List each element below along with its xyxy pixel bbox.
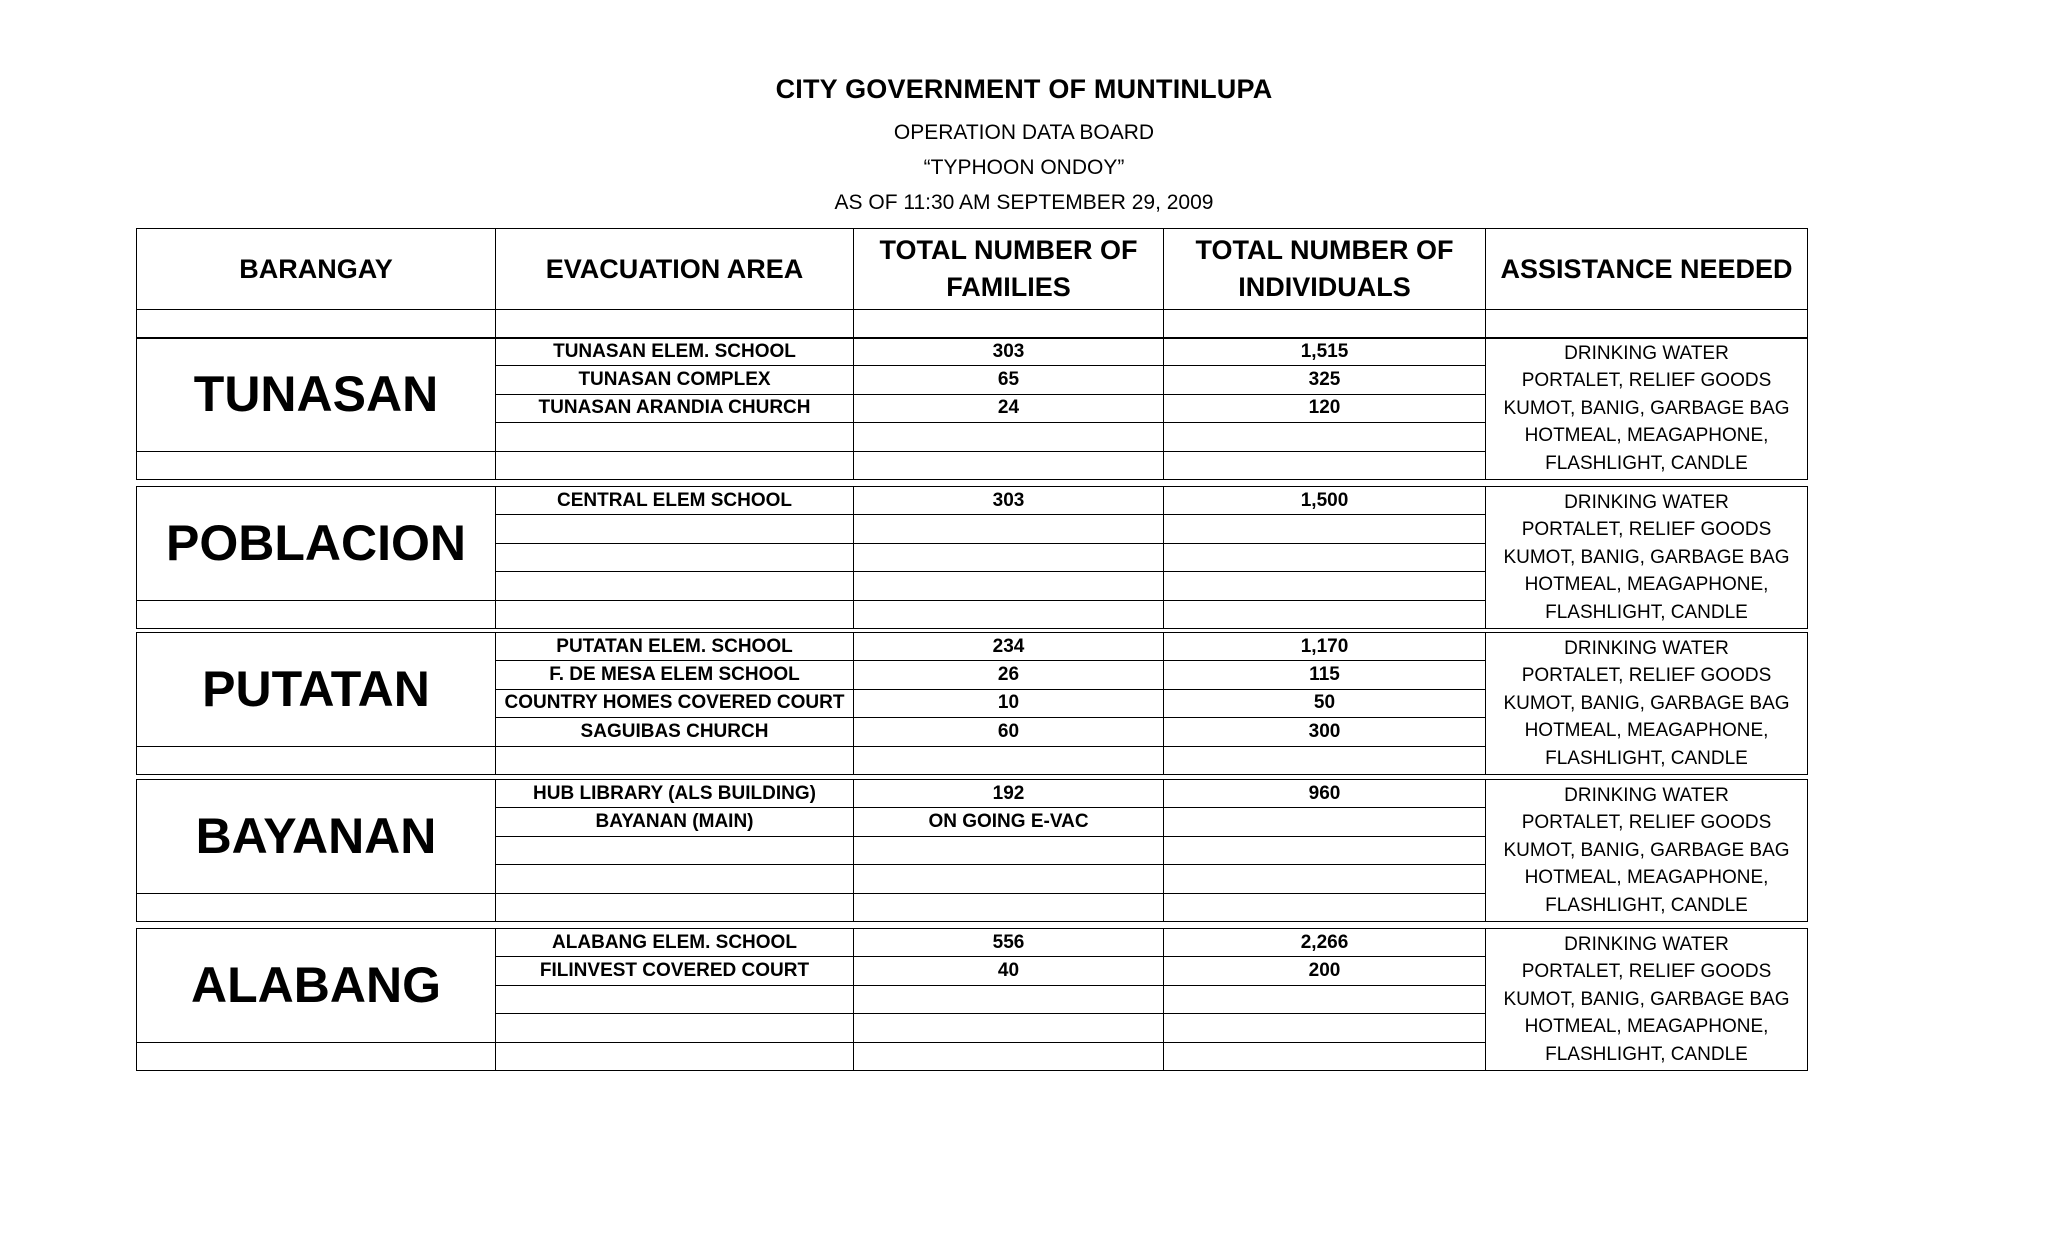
assistance-line: KUMOT, BANIG, GARBAGE BAG (1503, 546, 1790, 568)
evacuation-area-cell (496, 600, 854, 628)
assistance-line: FLASHLIGHT, CANDLE (1545, 894, 1748, 916)
assistance-line: PORTALET, RELIEF GOODS (1521, 812, 1772, 834)
barangay-name: PUTATAN (137, 633, 496, 747)
individuals-cell: 1,500 (1164, 487, 1486, 515)
spacer-row (137, 310, 1808, 339)
individuals-cell (1164, 746, 1486, 774)
evacuation-area-cell: ALABANG ELEM. SCHOOL (496, 929, 854, 957)
families-cell (854, 600, 1164, 628)
families-cell (854, 1042, 1164, 1070)
barangay-name: TUNASAN (137, 338, 496, 452)
barangay-empty-cell (137, 600, 496, 628)
evacuation-area-cell (496, 515, 854, 543)
assistance-needed-cell (1486, 929, 1808, 1071)
assistance-line: FLASHLIGHT, CANDLE (1545, 601, 1748, 623)
table-row (137, 487, 1808, 515)
families-cell: ON GOING E-VAC (854, 808, 1164, 836)
families-cell (854, 985, 1164, 1013)
evacuation-area-cell: TUNASAN ELEM. SCHOOL (496, 338, 854, 366)
individuals-cell (1164, 451, 1486, 479)
column-header-barangay: BARANGAY (137, 229, 496, 310)
individuals-cell (1164, 985, 1486, 1013)
barangay-empty-cell (137, 451, 496, 479)
assistance-line: DRINKING WATER (1564, 784, 1729, 806)
barangay-block (136, 337, 1808, 480)
families-cell: 303 (854, 338, 1164, 366)
evacuation-area-cell: HUB LIBRARY (ALS BUILDING) (496, 780, 854, 808)
assistance-line: DRINKING WATER (1564, 491, 1729, 513)
evacuation-area-cell: PUTATAN ELEM. SCHOOL (496, 633, 854, 661)
evacuation-area-cell (496, 865, 854, 893)
families-cell (854, 893, 1164, 921)
families-cell (854, 423, 1164, 451)
individuals-cell: 300 (1164, 718, 1486, 746)
assistance-needed-cell (1486, 338, 1808, 480)
assistance-line: DRINKING WATER (1564, 933, 1729, 955)
families-cell: 192 (854, 780, 1164, 808)
evacuation-area-cell (496, 985, 854, 1013)
column-header-individuals: TOTAL NUMBER OF INDIVIDUALS (1164, 229, 1486, 310)
evacuation-area-cell: F. DE MESA ELEM SCHOOL (496, 661, 854, 689)
evacuation-area-cell: COUNTRY HOMES COVERED COURT (496, 689, 854, 717)
column-header-assistance: ASSISTANCE NEEDED (1486, 229, 1808, 310)
table-row (137, 929, 1808, 957)
individuals-cell (1164, 572, 1486, 600)
document-subtitle: OPERATION DATA BOARD (893, 121, 1155, 144)
individuals-cell: 2,266 (1164, 929, 1486, 957)
families-cell: 65 (854, 366, 1164, 394)
barangay-block (136, 928, 1808, 1071)
families-cell: 24 (854, 394, 1164, 422)
families-cell (854, 451, 1164, 479)
families-cell: 26 (854, 661, 1164, 689)
assistance-line: KUMOT, BANIG, GARBAGE BAG (1503, 692, 1790, 714)
individuals-cell (1164, 808, 1486, 836)
evacuation-area-cell: SAGUIBAS CHURCH (496, 718, 854, 746)
individuals-cell: 1,170 (1164, 633, 1486, 661)
evacuation-area-cell (496, 836, 854, 864)
evacuation-area-cell (496, 543, 854, 571)
barangay-empty-cell (137, 893, 496, 921)
evacuation-area-cell (496, 1042, 854, 1070)
assistance-line: FLASHLIGHT, CANDLE (1545, 452, 1748, 474)
column-header-families: TOTAL NUMBER OF FAMILIES (854, 229, 1164, 310)
individuals-cell (1164, 600, 1486, 628)
evacuation-area-cell: BAYANAN (MAIN) (496, 808, 854, 836)
individuals-cell (1164, 1014, 1486, 1042)
barangay-name: ALABANG (137, 929, 496, 1043)
evacuation-area-cell: TUNASAN ARANDIA CHURCH (496, 394, 854, 422)
event-name: “TYPHOON ONDOY” (923, 156, 1125, 179)
evacuation-area-cell (496, 451, 854, 479)
assistance-line: KUMOT, BANIG, GARBAGE BAG (1503, 839, 1790, 861)
barangay-empty-cell (137, 746, 496, 774)
families-cell: 40 (854, 957, 1164, 985)
individuals-cell (1164, 543, 1486, 571)
barangay-empty-cell (137, 1042, 496, 1070)
assistance-line: FLASHLIGHT, CANDLE (1545, 1043, 1748, 1065)
individuals-cell: 115 (1164, 661, 1486, 689)
barangay-block (136, 779, 1808, 922)
assistance-line: FLASHLIGHT, CANDLE (1545, 747, 1748, 769)
report-timestamp: AS OF 11:30 AM SEPTEMBER 29, 2009 (834, 191, 1214, 214)
barangay-block (136, 486, 1808, 629)
column-header-evacuation-area: EVACUATION AREA (496, 229, 854, 310)
assistance-line: PORTALET, RELIEF GOODS (1521, 961, 1772, 983)
assistance-line: KUMOT, BANIG, GARBAGE BAG (1503, 397, 1790, 419)
assistance-line: HOTMEAL, MEAGAPHONE, (1524, 574, 1769, 596)
evacuation-area-cell (496, 746, 854, 774)
table-row (137, 338, 1808, 366)
assistance-line: HOTMEAL, MEAGAPHONE, (1524, 1016, 1769, 1038)
families-cell: 303 (854, 487, 1164, 515)
individuals-cell (1164, 893, 1486, 921)
table-row (137, 633, 1808, 661)
families-cell (854, 543, 1164, 571)
assistance-line: DRINKING WATER (1564, 342, 1729, 364)
assistance-line: PORTALET, RELIEF GOODS (1521, 665, 1772, 687)
evacuation-area-cell (496, 1014, 854, 1042)
table-header (136, 228, 1808, 339)
individuals-cell (1164, 1042, 1486, 1070)
assistance-needed-cell (1486, 633, 1808, 775)
evacuation-area-cell: FILINVEST COVERED COURT (496, 957, 854, 985)
assistance-line: PORTALET, RELIEF GOODS (1521, 370, 1772, 392)
families-cell (854, 1014, 1164, 1042)
families-cell: 556 (854, 929, 1164, 957)
individuals-cell (1164, 865, 1486, 893)
individuals-cell (1164, 423, 1486, 451)
families-cell (854, 746, 1164, 774)
barangay-block (136, 632, 1808, 775)
document-title: CITY GOVERNMENT OF MUNTINLUPA (775, 74, 1273, 104)
individuals-cell (1164, 515, 1486, 543)
barangay-name: BAYANAN (137, 780, 496, 894)
individuals-cell: 200 (1164, 957, 1486, 985)
evacuation-area-cell (496, 572, 854, 600)
families-cell (854, 515, 1164, 543)
assistance-line: KUMOT, BANIG, GARBAGE BAG (1503, 988, 1790, 1010)
families-cell (854, 865, 1164, 893)
assistance-needed-cell (1486, 487, 1808, 629)
table-row (137, 780, 1808, 808)
assistance-line: DRINKING WATER (1564, 637, 1729, 659)
assistance-line: HOTMEAL, MEAGAPHONE, (1524, 425, 1769, 447)
families-cell (854, 836, 1164, 864)
individuals-cell: 325 (1164, 366, 1486, 394)
individuals-cell: 50 (1164, 689, 1486, 717)
evacuation-area-cell (496, 423, 854, 451)
barangay-name: POBLACION (137, 487, 496, 601)
evacuation-area-cell: TUNASAN COMPLEX (496, 366, 854, 394)
families-cell: 234 (854, 633, 1164, 661)
individuals-cell: 120 (1164, 394, 1486, 422)
individuals-cell: 1,515 (1164, 338, 1486, 366)
individuals-cell: 960 (1164, 780, 1486, 808)
evacuation-area-cell (496, 893, 854, 921)
assistance-needed-cell (1486, 780, 1808, 922)
assistance-line: HOTMEAL, MEAGAPHONE, (1524, 720, 1769, 742)
evacuation-area-cell: CENTRAL ELEM SCHOOL (496, 487, 854, 515)
families-cell: 60 (854, 718, 1164, 746)
families-cell: 10 (854, 689, 1164, 717)
assistance-line: HOTMEAL, MEAGAPHONE, (1524, 867, 1769, 889)
assistance-line: PORTALET, RELIEF GOODS (1521, 519, 1772, 541)
individuals-cell (1164, 836, 1486, 864)
families-cell (854, 572, 1164, 600)
